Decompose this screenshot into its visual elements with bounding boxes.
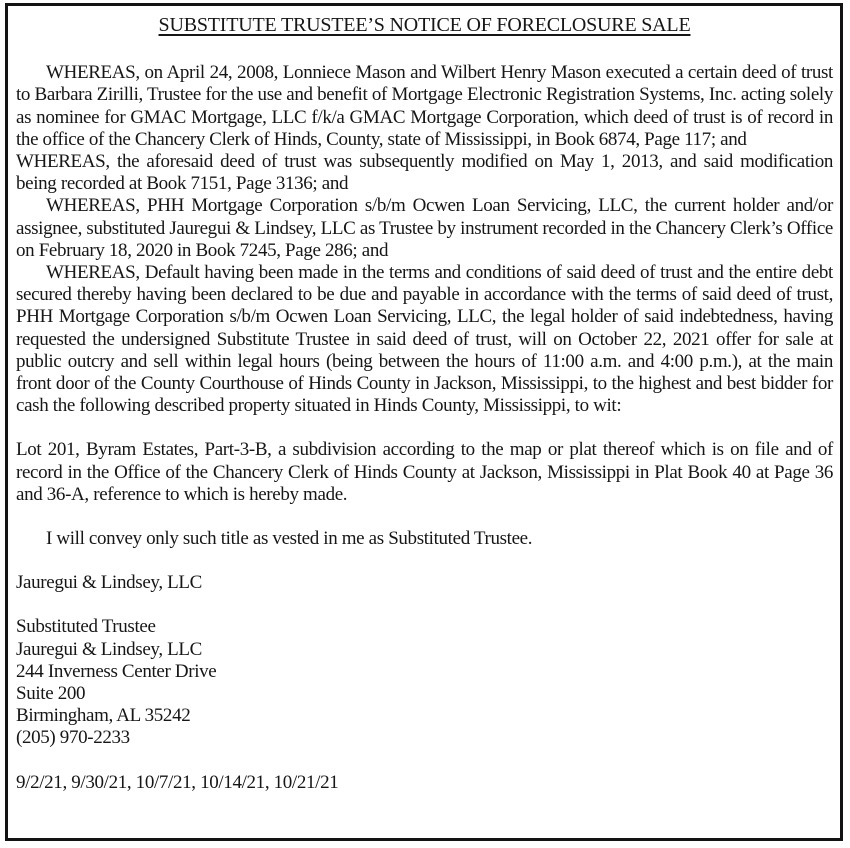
notice-title: SUBSTITUTE TRUSTEE’S NOTICE OF FORECLOSURE SALE bbox=[158, 14, 691, 36]
notice-body bbox=[16, 14, 833, 794]
conveyance-statement: I will convey only such title as vested in me as Substituted Trustee. bbox=[46, 528, 533, 550]
trustee-phone: (205) 970-2233 bbox=[16, 727, 130, 749]
signature-firm: Jauregui & Lindsey, LLC bbox=[16, 572, 202, 594]
publication-dates: 9/2/21, 9/30/21, 10/7/21, 10/14/21, 10/21/21 bbox=[16, 771, 339, 793]
trustee-address-suite: Suite 200 bbox=[16, 683, 86, 705]
trustee-firm: Jauregui & Lindsey, LLC bbox=[16, 638, 202, 660]
legal-description: Lot 201, Byram Estates, Part-3-B, a subdivision according to the map or plat thereof which is on file and of record in the Office of the Chancery Clerk of Hinds County at Jackson, Mississippi in Plat Book 40 at Page 36 and 36-A, reference to which is hereby made. bbox=[16, 439, 833, 505]
trustee-address-city: Birmingham, AL 35242 bbox=[16, 705, 191, 727]
trustee-role: Substituted Trustee bbox=[16, 616, 156, 638]
whereas-paragraph-modification: WHEREAS, the aforesaid deed of trust was subsequently modified on May 1, 2013, and said modification being recorded at Book 7151, Page 3136; and bbox=[16, 151, 833, 195]
whereas-paragraph-default-and-sale: WHEREAS, Default having been made in the terms and conditions of said deed of trust and the entire debt secured thereby having been declared to be due and payable in accordance with the terms of said deed of trust, PHH Mortgage Corporation s/b/m Ocwen Loan Servicing, LLC, the legal holder of said indebtedness, having requested the undersigned Substitute Trustee in said deed of trust, will on October 22, 2021 offer for sale at public outcry and sell within legal hours (being between the hours of 11:00 a.m. and 4:00 p.m.), at the main front door of the County Courthouse of Hinds County in Jackson, Mississippi, to the highest and best bidder for cash the following described property situated in Hinds County, Mississippi, to wit: bbox=[16, 262, 833, 417]
trustee-contact-block bbox=[16, 616, 833, 749]
whereas-paragraph-substitution: WHEREAS, PHH Mortgage Corporation s/b/m Ocwen Loan Servicing, LLC, the current holder and/or assignee, substituted Jauregui & Lindsey, LLC as Trustee by instrument recorded in the Chancery Clerk’s Office on February 18, 2020 in Book 7245, Page 286; and bbox=[16, 195, 833, 261]
foreclosure-notice-document bbox=[5, 3, 843, 841]
whereas-paragraph-deed-of-trust: WHEREAS, on April 24, 2008, Lonniece Mason and Wilbert Henry Mason executed a certain deed of trust to Barbara Zirilli, Trustee for the use and benefit of Mortgage Electronic Registration Systems, Inc. acting solely as nominee for GMAC Mortgage, LLC f/k/a GMAC Mortgage Corporation, which deed of trust is of record in the office of the Chancery Clerk of Hinds, County, state of Mississippi, in Book 6874, Page 117; and bbox=[16, 62, 833, 150]
trustee-address-street: 244 Inverness Center Drive bbox=[16, 660, 217, 682]
